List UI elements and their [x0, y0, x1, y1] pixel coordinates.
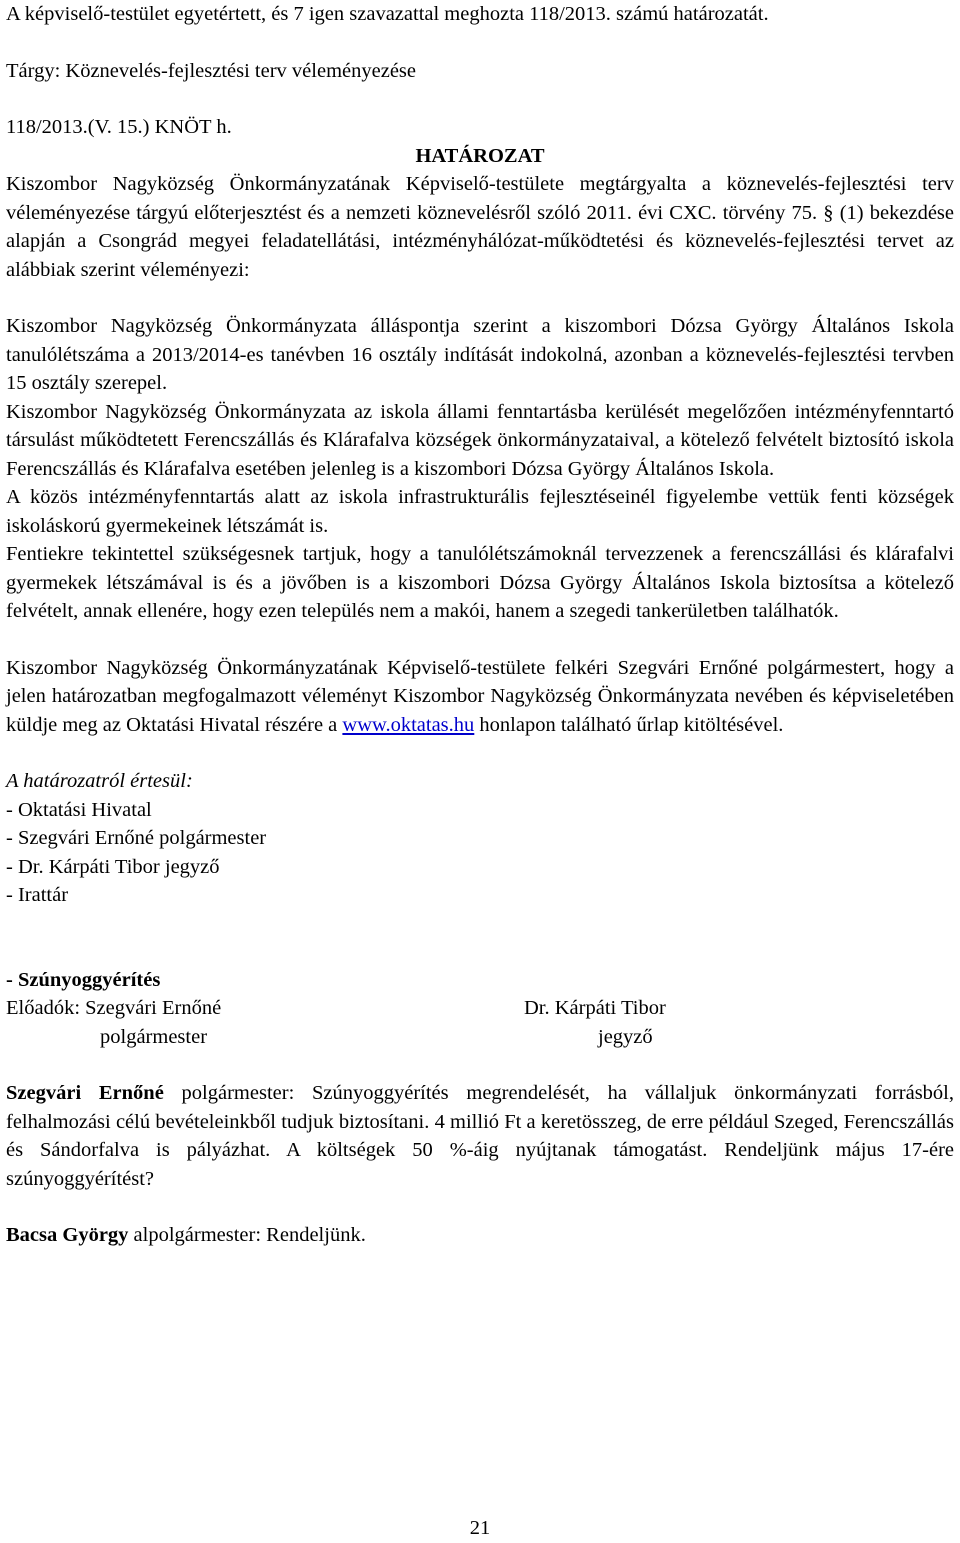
paragraph-6-text-before: Kiszombor Nagyközség Önkormányzatának Képviselő-testülete felkéri Szegvári Ernőné polgármestert, hogy a jelen határozatban megfogalmazott véleményt Kiszombor Nagyközség Önkormányzata nevében és képviseletében küldje meg az Oktatási Hivatal részére a	[6, 656, 954, 736]
presenter-2-role: jegyző	[598, 1025, 653, 1048]
presenters-block	[6, 994, 954, 1051]
document-page	[6, 0, 954, 1250]
notify-recipient: - Dr. Kárpáti Tibor jegyző	[6, 855, 220, 878]
speaker-2-text: alpolgármester: Rendeljünk.	[128, 1224, 366, 1246]
resolution-paragraph-5: Fentiekre tekintettel szükségesnek tartjuk, hogy a tanulólétszámoknál tervezzenek a ferencszállási és klárafalvi gyermekek létszámával is és a jövőben is a kiszombori Dózsa György Általános Iskola biztosítsa a kötelező felvételt, annak ellenére, hogy ezen település nem a makói, hanem a szegedi tankerületben találhatók.	[6, 543, 954, 622]
resolution-paragraph-6	[6, 654, 954, 740]
subject-line	[6, 57, 954, 86]
intro-text: A képviselő-testület egyetértett, és 7 igen szavazattal meghozta 118/2013. számú határozatát.	[6, 3, 769, 25]
discussion-paragraph-2	[6, 1221, 954, 1250]
presenter-1-role: polgármester	[100, 1025, 208, 1048]
resolution-paragraph-2: Kiszombor Nagyközség Önkormányzata álláspontja szerint a kiszombori Dózsa György Általános Iskola tanulólétszáma a 2013/2014-es tanévben 16 osztály indítását indokolná, azonban a köznevelés-fejlesztési tervben 15 osztály szerepel.	[6, 315, 954, 394]
notify-recipient: - Oktatási Hivatal	[6, 798, 152, 821]
page-number: 21	[469, 1517, 491, 1539]
paragraph-6-text-after: honlapon található űrlap kitöltésével.	[474, 713, 784, 736]
resolution-number: 118/2013.(V. 15.) KNÖT h.	[6, 116, 232, 138]
resolution-paragraph-4: A közös intézményfenntartás alatt az iskola infrastrukturális fejlesztéseinél figyelembe vettük fenti községek iskoláskorú gyermekeinek létszámát is.	[6, 486, 954, 537]
oktatas-link[interactable]: www.oktatas.hu	[342, 713, 475, 736]
speaker-1-name: Szegvári Ernőné	[6, 1082, 164, 1104]
notify-recipient: - Szegvári Ernőné polgármester	[6, 827, 267, 849]
notify-heading: A határozatról értesül:	[6, 770, 193, 792]
resolution-paragraph-1: Kiszombor Nagyközség Önkormányzatának Képviselő-testülete megtárgyalta a köznevelés-fejlesztési terv véleményezése tárgyú előterjesztést és a nemzeti köznevelésről szóló 2011. évi CXC. törvény 75. § (1) bekezdése alapján a Csongrád megyei feladatellátási, intézményhálózat-működtetési és köznevelés-fejlesztési tervet az alábbiak szerint véleményezi:	[6, 173, 954, 281]
notify-recipient: - Irattár	[6, 884, 69, 906]
presenters-label: Előadók: Szegvári Ernőné	[6, 997, 222, 1019]
subject-text: : Köznevelés-fejlesztési terv véleményezése	[54, 59, 416, 82]
discussion-paragraph-1	[6, 1079, 954, 1193]
agenda-title: - Szúnyoggyérítés	[6, 968, 161, 991]
speaker-2-name: Bacsa György	[6, 1224, 129, 1246]
subject-label: Tárgy	[6, 59, 55, 82]
resolution-paragraph-3: Kiszombor Nagyközség Önkormányzata az iskola állami fenntartásba kerülését megelőzően intézményfenntartó társulást működtetett Ferencszállás és Klárafalva községek önkormányzataival, a kötelező felvételt biztosító iskola Ferencszállás és Klárafalva esetében jelenleg is a kiszombori Dózsa György Általános Iskola.	[6, 400, 954, 480]
presenter-2-name: Dr. Kárpáti Tibor	[524, 997, 666, 1019]
speaker-1-text: polgármester: Szúnyoggyérítés megrendelését, ha vállaljuk önkormányzati forrásból, felhalmozási célú bevételeinkből tudjuk biztosítani. 4 millió Ft a keretösszeg, de erre például Szeged, Ferencszállás és Sándorfalva is pályázhat. A költségek 50 %-áig nyújtanak támogatást. Rendeljünk május 17-ére szúnyoggyérítést?	[6, 1082, 954, 1190]
presenter-1	[6, 994, 221, 1051]
resolution-title: HATÁROZAT	[415, 144, 545, 167]
presenter-2	[524, 994, 666, 1051]
